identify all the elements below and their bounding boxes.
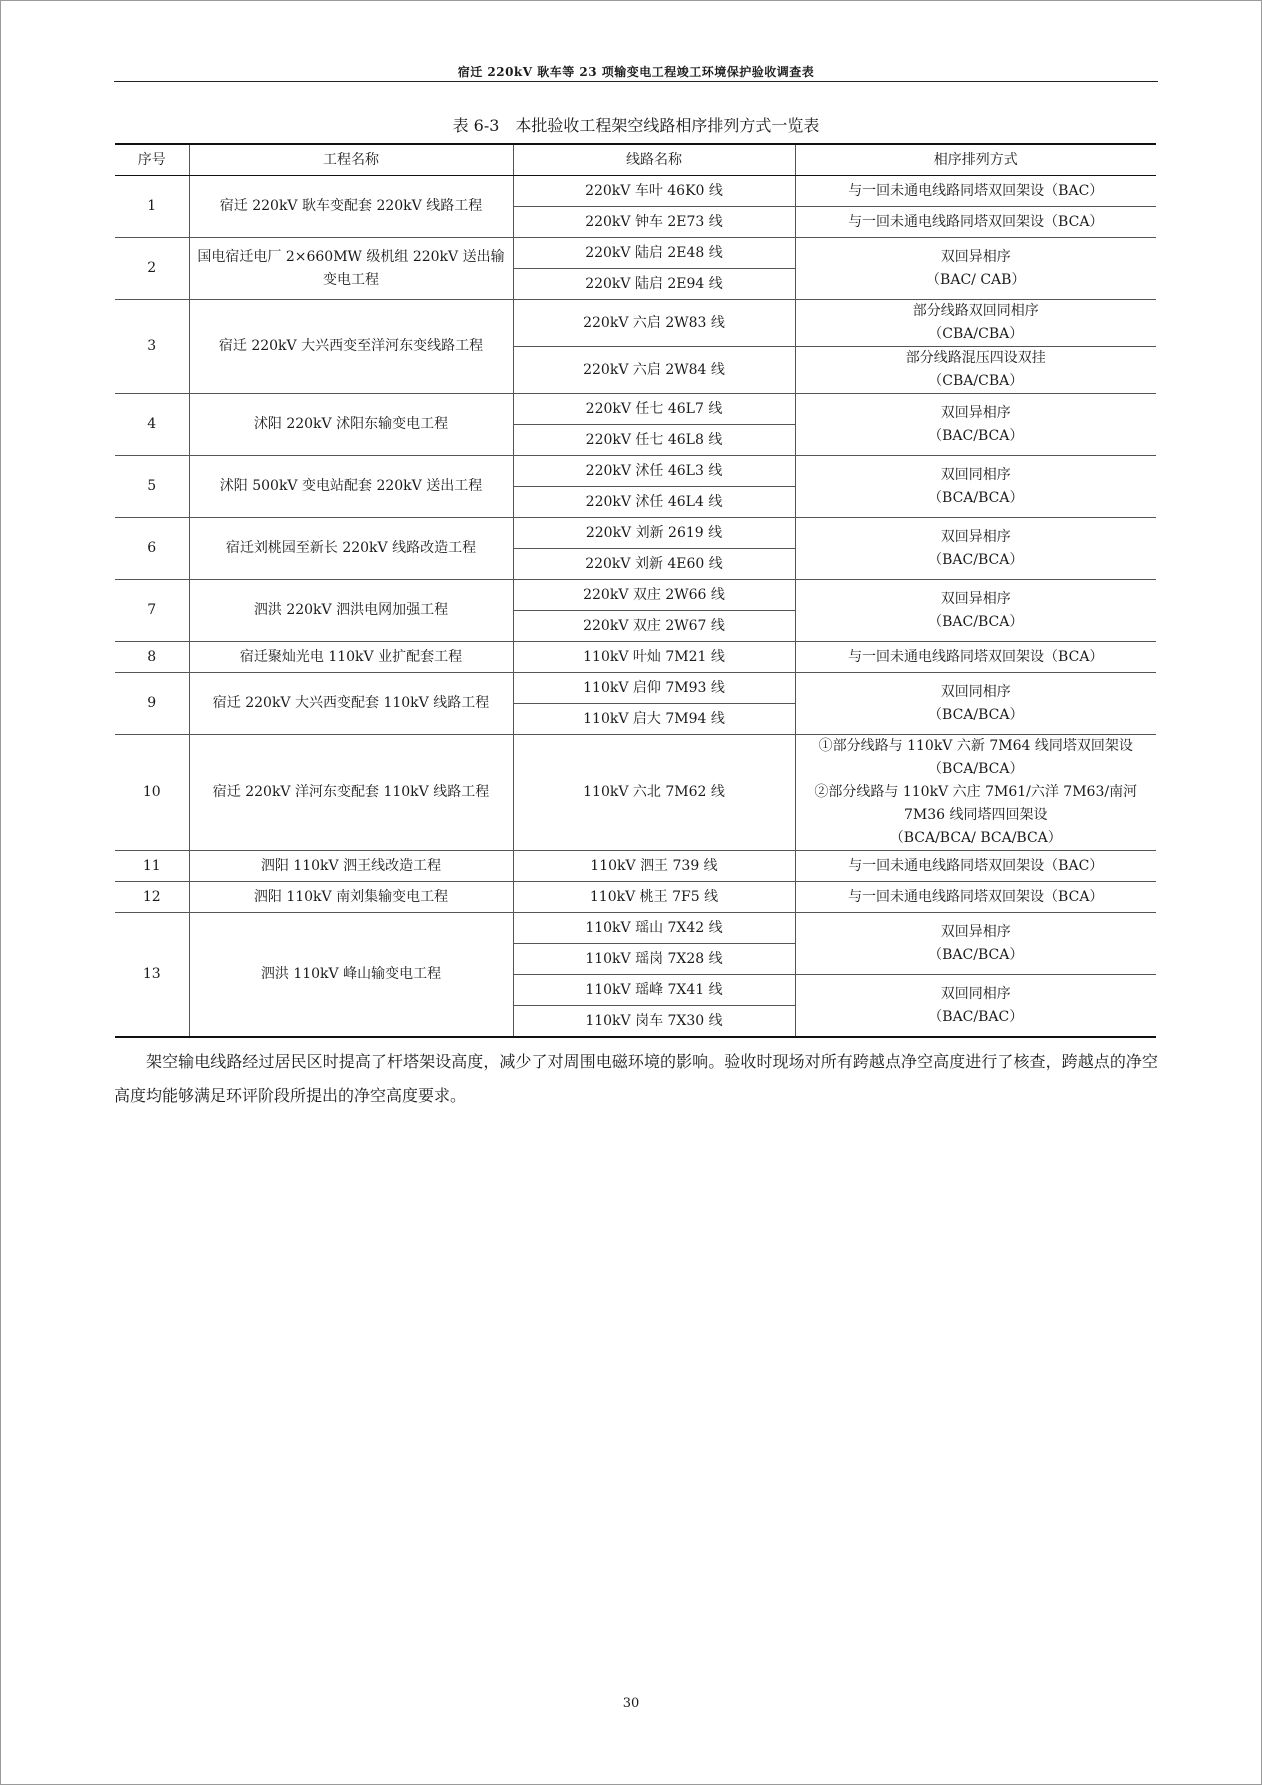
line-name: 220kV 任七 46L8 线	[513, 425, 795, 456]
column-header-phase: 相序排列方式	[795, 144, 1156, 176]
table-row	[115, 238, 1156, 269]
line-name: 220kV 六启 2W83 线	[513, 300, 795, 347]
line-name: 110kV 岗车 7X30 线	[513, 1006, 795, 1038]
body-paragraph: 架空输电线路经过居民区时提高了杆塔架设高度，减少了对周围电磁环境的影响。验收时现场对所有跨越点净空高度进行了核查，跨越点的净空高度均能够满足环评阶段所提出的净空高度要求。	[114, 1052, 1158, 1105]
phase-arrangement: 双回异相序 （BAC/BCA）	[795, 913, 1156, 975]
table-row	[115, 518, 1156, 549]
phase-arrangement: 双回异相序 （BAC/BCA）	[795, 580, 1156, 642]
project-name: 沭阳 220kV 沭阳东输变电工程	[189, 394, 513, 456]
project-name: 宿迁 220kV 大兴西变配套 110kV 线路工程	[189, 673, 513, 735]
phase-arrangement: 双回异相序 （BAC/ CAB）	[795, 238, 1156, 300]
row-number: 7	[115, 580, 189, 642]
line-name: 110kV 瑶岗 7X28 线	[513, 944, 795, 975]
line-name: 220kV 双庄 2W66 线	[513, 580, 795, 611]
project-name: 宿迁刘桃园至新长 220kV 线路改造工程	[189, 518, 513, 580]
phase-arrangement: 部分线路混压四设双挂 （CBA/CBA）	[795, 347, 1156, 394]
phase-arrangement: 双回同相序 （BCA/BCA）	[795, 456, 1156, 518]
project-name: 泗洪 110kV 峰山输变电工程	[189, 913, 513, 1038]
phase-arrangement: 与一回未通电线路同塔双回架设（BAC）	[795, 851, 1156, 882]
line-phase-table	[115, 143, 1156, 1038]
line-name: 220kV 沭任 46L4 线	[513, 487, 795, 518]
column-header-no: 序号	[115, 144, 189, 176]
line-name: 110kV 六北 7M62 线	[513, 735, 795, 851]
line-name: 220kV 沭任 46L3 线	[513, 456, 795, 487]
project-name: 宿迁 220kV 洋河东变配套 110kV 线路工程	[189, 735, 513, 851]
phase-arrangement: 与一回未通电线路同塔双回架设（BAC）	[795, 176, 1156, 207]
phase-arrangement: 与一回未通电线路同塔双回架设（BCA）	[795, 207, 1156, 238]
project-name: 宿迁 220kV 大兴西变至洋河东变线路工程	[189, 300, 513, 394]
line-name: 110kV 瑶山 7X42 线	[513, 913, 795, 944]
row-number: 6	[115, 518, 189, 580]
table-row	[115, 580, 1156, 611]
row-number: 8	[115, 642, 189, 673]
row-number: 12	[115, 882, 189, 913]
line-name: 110kV 瑶峰 7X41 线	[513, 975, 795, 1006]
row-number: 4	[115, 394, 189, 456]
line-name: 110kV 启仰 7M93 线	[513, 673, 795, 704]
row-number: 13	[115, 913, 189, 1038]
line-name: 220kV 刘新 2619 线	[513, 518, 795, 549]
line-name: 110kV 泗王 739 线	[513, 851, 795, 882]
row-number: 10	[115, 735, 189, 851]
line-name: 220kV 双庄 2W67 线	[513, 611, 795, 642]
project-name: 沭阳 500kV 变电站配套 220kV 送出工程	[189, 456, 513, 518]
phase-arrangement: 与一回未通电线路同塔双回架设（BCA）	[795, 642, 1156, 673]
line-name: 110kV 叶灿 7M21 线	[513, 642, 795, 673]
line-name: 220kV 刘新 4E60 线	[513, 549, 795, 580]
column-header-line: 线路名称	[513, 144, 795, 176]
line-name: 220kV 任七 46L7 线	[513, 394, 795, 425]
header-rule	[114, 81, 1158, 82]
line-name: 110kV 桃王 7F5 线	[513, 882, 795, 913]
table-row	[115, 673, 1156, 704]
project-name: 泗洪 220kV 泗洪电网加强工程	[189, 580, 513, 642]
phase-arrangement: 与一回未通电线路同塔双回架设（BCA）	[795, 882, 1156, 913]
phase-arrangement: 双回异相序 （BAC/BCA）	[795, 394, 1156, 456]
line-name: 220kV 钟车 2E73 线	[513, 207, 795, 238]
row-number: 2	[115, 238, 189, 300]
line-name: 220kV 车叶 46K0 线	[513, 176, 795, 207]
line-name: 220kV 六启 2W84 线	[513, 347, 795, 394]
project-name: 宿迁 220kV 耿车变配套 220kV 线路工程	[189, 176, 513, 238]
table-row	[115, 642, 1156, 673]
table-row	[115, 913, 1156, 944]
phase-arrangement: ①部分线路与 110kV 六新 7M64 线同塔双回架设 （BCA/BCA） ②部分线路与 110kV 六庄 7M61/六洋 7M63/南河 7M36 线同塔四回架设 （BCA/BCA/ BCA/BCA）	[795, 735, 1156, 851]
table-row	[115, 300, 1156, 347]
phase-arrangement: 双回异相序 （BAC/BCA）	[795, 518, 1156, 580]
table-row	[115, 882, 1156, 913]
table-row	[115, 735, 1156, 851]
column-header-project: 工程名称	[189, 144, 513, 176]
table-row	[115, 394, 1156, 425]
page-number: 30	[622, 1696, 640, 1711]
phase-arrangement: 双回同相序 （BCA/BCA）	[795, 673, 1156, 735]
project-name: 国电宿迁电厂 2×660MW 级机组 220kV 送出输变电工程	[189, 238, 513, 300]
line-name: 220kV 陆启 2E48 线	[513, 238, 795, 269]
table-header-row	[115, 144, 1156, 176]
project-name: 泗阳 110kV 南刘集输变电工程	[189, 882, 513, 913]
table-row	[115, 176, 1156, 207]
project-name: 宿迁聚灿光电 110kV 业扩配套工程	[189, 642, 513, 673]
row-number: 11	[115, 851, 189, 882]
phase-arrangement: 部分线路双回同相序 （CBA/CBA）	[795, 300, 1156, 347]
phase-arrangement: 双回同相序 （BAC/BAC）	[795, 975, 1156, 1038]
project-name: 泗阳 110kV 泗王线改造工程	[189, 851, 513, 882]
table-title: 表 6-3 本批验收工程架空线路相序排列方式一览表	[452, 116, 820, 135]
table-row	[115, 851, 1156, 882]
row-number: 1	[115, 176, 189, 238]
table-row	[115, 456, 1156, 487]
line-name: 110kV 启大 7M94 线	[513, 704, 795, 735]
row-number: 3	[115, 300, 189, 394]
row-number: 9	[115, 673, 189, 735]
row-number: 5	[115, 456, 189, 518]
line-name: 220kV 陆启 2E94 线	[513, 269, 795, 300]
page-header: 宿迁 220kV 耿车等 23 项输变电工程竣工环境保护验收调查表	[457, 65, 815, 79]
